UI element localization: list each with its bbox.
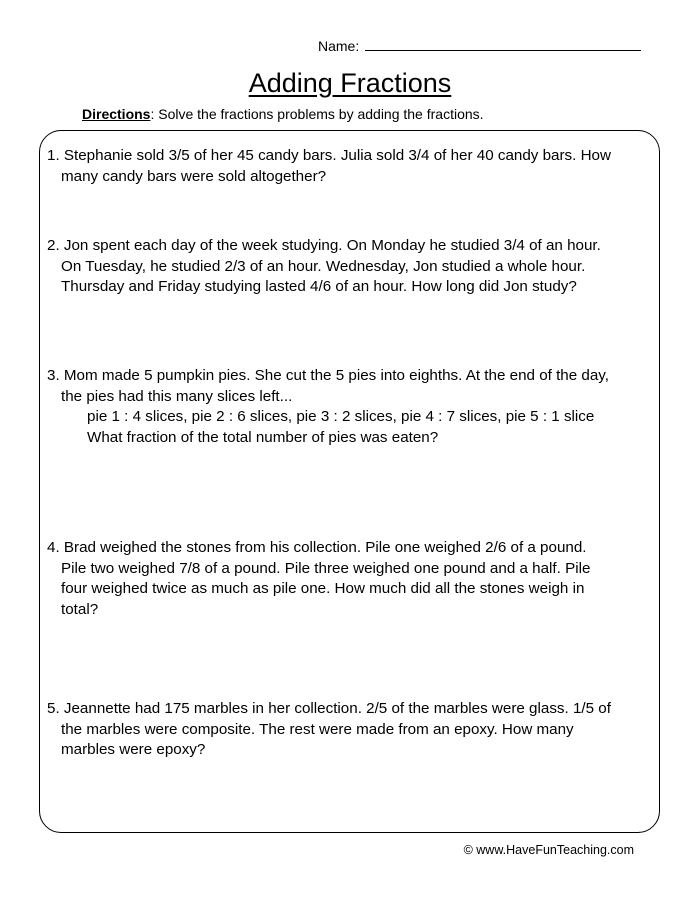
name-field [318, 38, 641, 54]
question-line: the marbles were composite. The rest were made from an epoxy. How many [61, 720, 574, 738]
question-line: What fraction of the total number of pies was eaten? [87, 428, 439, 446]
directions-text: : Solve the fractions problems by adding the fractions. [150, 106, 484, 122]
question-line: 5. Jeannette had 175 marbles in her collection. 2/5 of the marbles were glass. 1/5 of [47, 700, 611, 717]
question-line: many candy bars were sold altogether? [61, 167, 327, 185]
question-line: On Tuesday, he studied 2/3 of an hour. Wednesday, Jon studied a whole hour. [61, 257, 586, 275]
page-title: Adding Fractions [248, 68, 452, 98]
question-5 [47, 699, 611, 761]
directions-label: Directions [82, 106, 151, 122]
pie-slices-line: pie 1 : 4 slices, pie 2 : 6 slices, pie 3 : 2 slices, pie 4 : 7 slices, pie 5 : 1 slice [87, 408, 595, 425]
question-line: 3. Mom made 5 pumpkin pies. She cut the 5 pies into eighths. At the end of the day, [47, 367, 609, 384]
question-line: four weighed twice as much as pile one. How much did all the stones weigh in [61, 580, 585, 597]
question-line: Pile two weighed 7/8 of a pound. Pile three weighed one pound and a half. Pile [61, 559, 591, 577]
question-line: total? [61, 600, 99, 618]
directions [82, 106, 484, 122]
question-line: 2. Jon spent each day of the week studying. On Monday he studied 3/4 of an hour. [47, 237, 601, 254]
name-label: Name: [318, 38, 360, 54]
question-3 [47, 366, 609, 448]
copyright-footer: © www.HaveFunTeaching.com [463, 843, 634, 857]
question-line: the pies had this many slices left... [61, 387, 293, 405]
question-line: Thursday and Friday studying lasted 4/6 of an hour. How long did Jon study? [61, 278, 577, 295]
question-4 [47, 538, 590, 620]
question-line: marbles were epoxy? [61, 741, 206, 758]
name-blank-line[interactable] [365, 49, 641, 51]
question-line: 4. Brad weighed the stones from his collection. Pile one weighed 2/6 of a pound. [47, 539, 587, 556]
question-line: 1. Stephanie sold 3/5 of her 45 candy bars. Julia sold 3/4 of her 40 candy bars. How [47, 147, 611, 164]
question-1 [47, 146, 611, 187]
question-2 [47, 236, 601, 298]
